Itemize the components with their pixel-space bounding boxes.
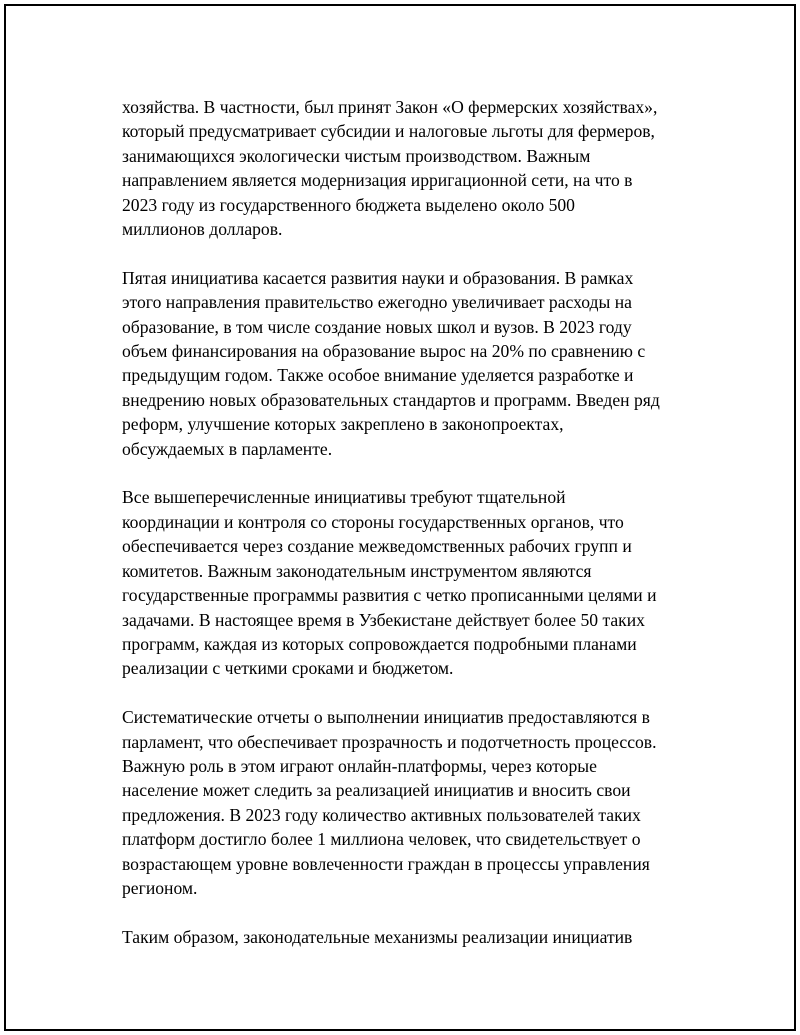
paragraph: Пятая инициатива касается развития науки и образования. В рамках этого направления правительство ежегодно увеличивает расходы на образование, в том числе создание новых школ и вузов. В 2023 году объем финансирования на образование вырос на 20% по сравнению с предыдущим годом. Также особое внимание уделяется разработке и внедрению новых образовательных стандартов и программ. Введен ряд реформ, улучшение которых закреплено в законопроектах, обсуждаемых в парламенте. bbox=[122, 267, 660, 459]
paragraph: хозяйства. В частности, был принят Закон «О фермерских хозяйствах», который предусматривает субсидии и налоговые льготы для фермеров, занимающихся экологически чистым производством. Важным направлением является модернизация ирригационной сети, на что в 2023 году из государственного бюджета выделено около 500 миллионов долларов. bbox=[122, 97, 658, 240]
paragraph: Систематические отчеты о выполнении инициатив предоставляются в парламент, что обеспечивает прозрачность и подотчетность процессов. Важную роль в этом играют онлайн-платформы, через которые население может следить за реализацией инициатив и вносить свои предложения. В 2023 году количество активных пользователей таких платформ достигло более 1 миллиона человек, что свидетельствует о возрастающем уровне вовлеченности граждан в процессы управления регионом. bbox=[122, 707, 657, 898]
paragraph: Все вышеперечисленные инициативы требуют тщательной координации и контроля со стороны государственных органов, что обеспечивается через создание межведомственных рабочих групп и комитетов. Важным законодательным инструментом являются государственные программы развития с четко прописанными целями и задачами. В настоящее время в Узбекистане действует более 50 таких программ, каждая из которых сопровождается подробными планами реализации с четкими сроками и бюджетом. bbox=[122, 487, 657, 679]
document-page bbox=[4, 4, 796, 1031]
paragraph: Таким образом, законодательные механизмы реализации инициатив bbox=[122, 926, 633, 947]
document-body bbox=[122, 95, 694, 974]
